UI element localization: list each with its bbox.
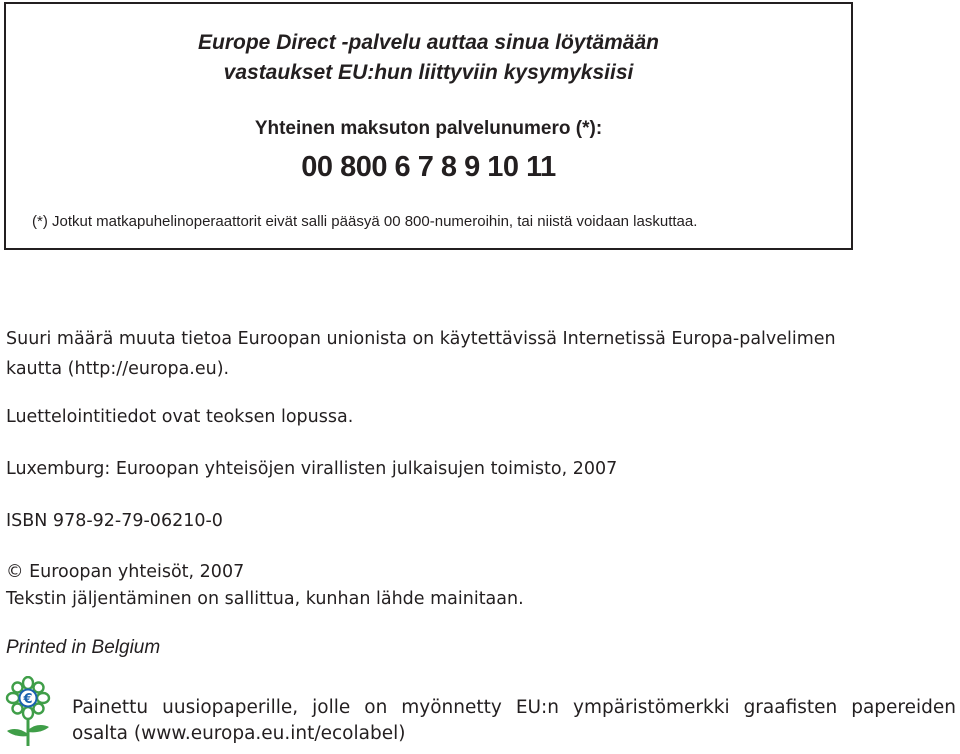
reproduction-line: Tekstin jäljentäminen on sallittua, kunhan lähde mainitaan.	[6, 589, 524, 609]
copyright-line: © Euroopan yhteisöt, 2007	[6, 562, 245, 582]
isbn-line: ISBN 978-92-79-06210-0	[6, 511, 223, 531]
europe-direct-info-box	[4, 2, 853, 250]
cataloguing-note: Luettelointitiedot ovat teoksen lopussa.	[6, 407, 354, 427]
ecolabel-text-line2: osalta (www.europa.eu.int/ecolabel)	[72, 723, 406, 744]
ecolabel-statement	[72, 695, 956, 747]
info-box-title-line1: Europe Direct -palvelu auttaa sinua löytämään	[198, 31, 659, 54]
printed-in-line: Printed in Belgium	[6, 637, 161, 658]
info-box-title-line2: vastaukset EU:hun liittyviin kysymyksiisi	[223, 61, 634, 84]
freephone-label: Yhteinen maksuton palvelunumero (*):	[254, 118, 603, 139]
publisher-line: Luxemburg: Euroopan yhteisöjen virallisten julkaisujen toimisto, 2007	[6, 459, 618, 479]
freephone-number: 00 800 6 7 8 9 10 11	[301, 151, 556, 183]
operator-footnote: (*) Jotkut matkapuhelinoperaattorit eivät salli pääsyä 00 800-numeroihin, tai niistä voidaan laskuttaa.	[32, 213, 698, 230]
ecolabel-euro-symbol: €	[23, 692, 33, 707]
eu-ecolabel-flower-icon	[4, 676, 52, 748]
internet-info-line1: Suuri määrä muuta tietoa Euroopan unionista on käytettävissä Internetissä Europa-palvelimen	[6, 329, 836, 349]
ecolabel-text-line1: Painettu uusiopaperille, jolle on myönnetty EU:n ympäristömerkki graafisten papereiden	[72, 697, 956, 718]
internet-info-line2: kautta (http://europa.eu).	[6, 359, 230, 379]
